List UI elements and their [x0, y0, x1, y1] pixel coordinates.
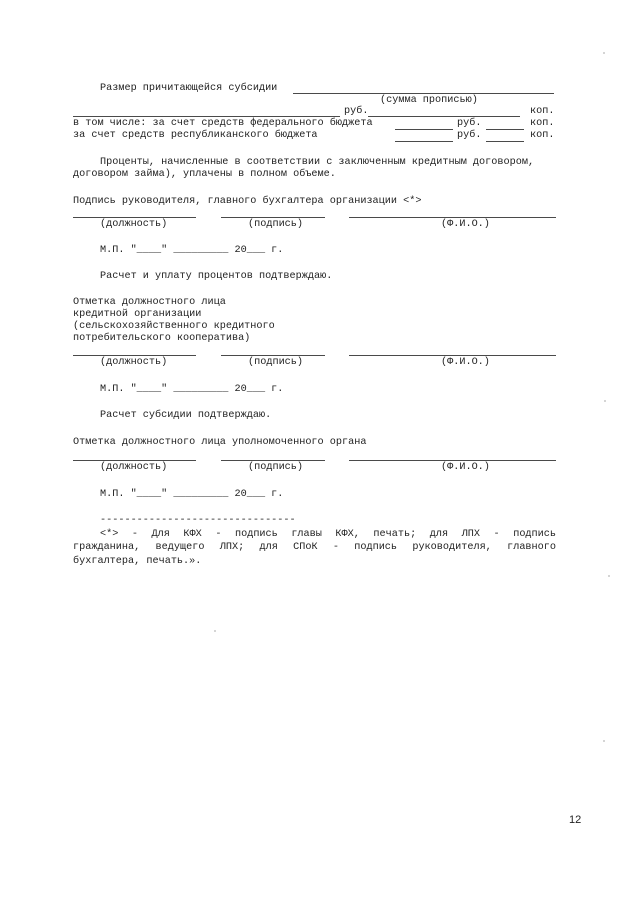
head-signature-title: Подпись руководителя, главного бухгалтера организации <*>	[73, 196, 422, 207]
fio-line-2	[349, 355, 556, 356]
republic-kop-label: коп.	[530, 130, 555, 141]
fio-caption-1: (Ф.И.О.)	[441, 219, 490, 230]
position-caption-3: (должность)	[100, 462, 168, 473]
page-number: 12	[569, 814, 582, 826]
signature-caption-2: (подпись)	[248, 357, 304, 368]
interest-confirmation: Расчет и уплату процентов подтверждаю.	[100, 271, 333, 282]
position-caption-2: (должность)	[100, 357, 168, 368]
interest-line-2: договором займа), уплачены в полном объеме.	[73, 169, 336, 180]
bank-mark-line-1: Отметка должностного лица	[73, 297, 226, 308]
subsidy-confirmation: Расчет субсидии подтверждаю.	[100, 410, 272, 421]
footnote-separator: --------------------------------	[100, 515, 296, 526]
position-line-2	[73, 355, 196, 356]
interest-line-1: Проценты, начисленные в соответствии с заключенным кредитным договором,	[100, 157, 535, 168]
position-line-1	[73, 217, 196, 218]
stamp-date-2: М.П. "____" _________ 20___ г.	[100, 384, 284, 395]
subsidy-label: Размер причитающейся субсидии	[100, 83, 278, 94]
signature-line-2	[221, 355, 325, 356]
signature-caption-1: (подпись)	[248, 219, 304, 230]
rub-line	[368, 116, 520, 117]
fio-line-3	[349, 460, 556, 461]
federal-rub-label: руб.	[457, 118, 482, 129]
fio-caption-3: (Ф.И.О.)	[441, 462, 490, 473]
kop-label: коп.	[530, 106, 555, 117]
rub-label: руб.	[344, 106, 369, 117]
position-caption-1: (должность)	[100, 219, 168, 230]
sum-caption: (сумма прописью)	[380, 95, 478, 106]
federal-kop-line	[486, 129, 524, 130]
scan-speck	[603, 52, 605, 54]
fio-caption-2: (Ф.И.О.)	[441, 357, 490, 368]
footnote-line-1: <*> - Для КФХ - подпись главы КФХ, печать; для ЛПХ - подпись	[100, 529, 556, 540]
scan-speck	[608, 575, 610, 577]
scan-speck	[603, 740, 605, 742]
bank-mark-line-3: (сельскохозяйственного кредитного	[73, 321, 275, 332]
republic-kop-line	[486, 141, 524, 142]
stamp-date-3: М.П. "____" _________ 20___ г.	[100, 489, 284, 500]
position-line-3	[73, 460, 196, 461]
federal-budget-text: в том числе: за счет средств федерального бюджета	[73, 118, 373, 129]
scan-speck	[214, 630, 216, 632]
footnote-line-3: бухгалтера, печать.».	[73, 556, 202, 567]
bank-mark-line-2: кредитной организации	[73, 309, 202, 320]
scan-speck	[604, 400, 606, 402]
signature-caption-3: (подпись)	[248, 462, 304, 473]
bank-mark-line-4: потребительского кооператива)	[73, 333, 251, 344]
federal-kop-label: коп.	[530, 118, 555, 129]
subsidy-amount-line	[293, 93, 554, 94]
republic-rub-label: руб.	[457, 130, 482, 141]
signature-line-1	[221, 217, 325, 218]
authority-mark-title: Отметка должностного лица уполномоченного органа	[73, 437, 367, 448]
republic-rub-line	[395, 141, 453, 142]
stamp-date-1: М.П. "____" _________ 20___ г.	[100, 245, 284, 256]
fio-line-1	[349, 217, 556, 218]
footnote-line-2: гражданина, ведущего ЛПХ; для СПоК - подпись руководителя, главного	[73, 542, 556, 553]
signature-line-3	[221, 460, 325, 461]
republic-budget-text: за счет средств республиканского бюджета	[73, 130, 318, 141]
federal-rub-line	[395, 129, 453, 130]
subsidy-words-line	[73, 116, 340, 117]
